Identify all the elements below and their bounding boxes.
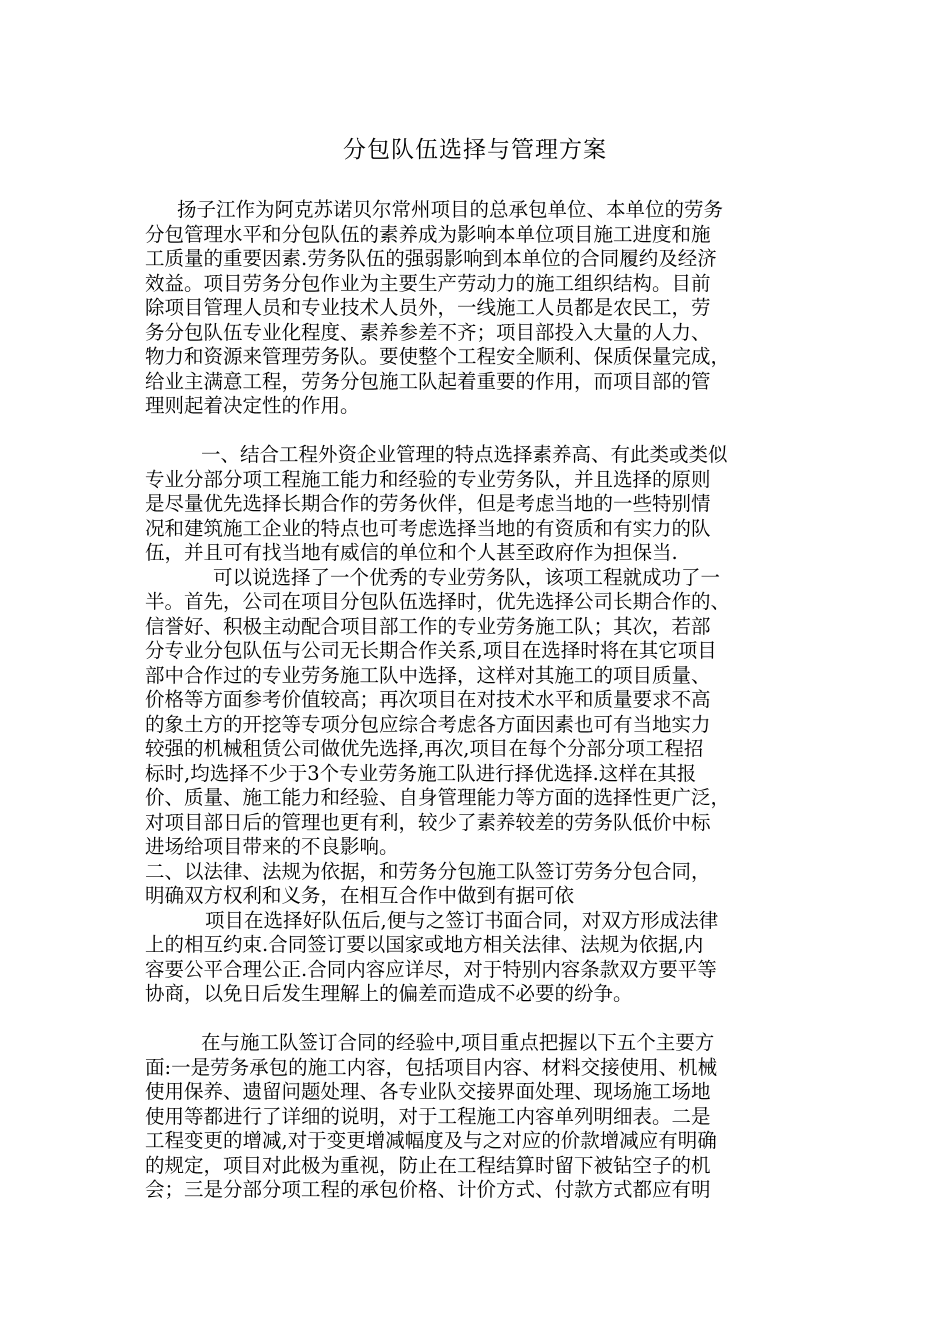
text-line: 使用等都进行了详细的说明，对于工程施工内容单列明细表。二是: [145, 1104, 711, 1128]
text-line: 效益。项目劳务分包作业为主要生产劳动力的施工组织结构。目前: [145, 271, 711, 295]
paragraph: [145, 198, 805, 419]
text-line: 部中合作过的专业劳务施工队中选择，这样对其施工的项目质量、: [145, 663, 711, 687]
text-line: 明确双方权利和义务，在相互合作中做到有据可依: [145, 884, 575, 907]
paragraph-spacer: [145, 419, 805, 444]
text-line: 协商，以免日后发生理解上的偏差而造成不必要的纷争。: [145, 982, 633, 1005]
text-line: 况和建筑施工企业的特点也可考虑选择当地的有资质和有实力的队: [145, 516, 711, 540]
paragraph: [145, 566, 805, 860]
text-line: 上的相互约束.合同签订要以国家或地方相关法律、法规为依据,内: [145, 933, 704, 956]
text-line: 是尽量优先选择长期合作的劳务伙伴，但是考虑当地的一些特别情: [145, 492, 711, 515]
text-line: 工程变更的增减,对于变更增减幅度及与之对应的价款增减应有明确: [145, 1129, 717, 1152]
text-line: 面:一是劳务承包的施工内容，包括项目内容、材料交接使用、机械: [145, 1055, 718, 1079]
text-line: 会；三是分部分项工程的承包价格、计价方式、付款方式都应有明: [145, 1178, 711, 1201]
text-line: 务分包队伍专业化程度、素养参差不齐；项目部投入大量的人力、: [145, 320, 711, 344]
text-line: 物力和资源来管理劳务队。要使整个工程安全顺利、保质保量完成，: [145, 345, 731, 368]
text-line: 半。首先，公司在项目分包队伍选择时，优先选择公司长期合作的、: [145, 590, 731, 613]
text-line: 的规定，项目对此极为重视，防止在工程结算时留下被钻空子的机: [145, 1153, 711, 1177]
paragraph: [145, 1031, 805, 1203]
text-line: 的象土方的开挖等专项分包应综合考虑各方面因素也可有当地实力: [145, 712, 711, 736]
text-line: 标时,均选择不少于3个专业劳务施工队进行择优选择.这样在其报: [145, 761, 697, 785]
text-line: 理则起着决定性的作用。: [145, 394, 360, 417]
text-line: 在与施工队签订合同的经验中,项目重点把握以下五个主要方: [201, 1031, 715, 1054]
text-line: 分包管理水平和分包队伍的素养成为影响本单位项目施工进度和施: [145, 222, 711, 246]
text-line: 价、质量、施工能力和经验、自身管理能力等方面的选择性更广泛，: [145, 786, 731, 809]
text-line: 二、以法律、法规为依据，和劳务分包施工队签订劳务分包合同，: [145, 859, 711, 883]
text-line: 项目在选择好队伍后,便与之签订书面合同，对双方形成法律: [205, 908, 719, 932]
text-line: 除项目管理人员和专业技术人员外，一线施工人员都是农民工，劳: [145, 296, 711, 319]
text-line: 信誉好、积极主动配合项目部工作的专业劳务施工队；其次，若部: [145, 614, 711, 638]
text-line: 一、结合工程外资企业管理的特点选择素养高、有此类或类似: [201, 443, 728, 466]
text-line: 伍，并且可有找当地有威信的单位和个人甚至政府作为担保当.: [145, 541, 678, 564]
text-line: 可以说选择了一个优秀的专业劳务队，该项工程就成功了一: [213, 565, 721, 589]
document-body: [145, 198, 805, 1203]
text-line: 工质量的重要因素.劳务队伍的强弱影响到本单位的合同履约及经济: [145, 247, 717, 270]
text-line: 使用保养、遗留问题处理、各专业队交接界面处理、现场施工场地: [145, 1080, 711, 1103]
paragraph: [145, 443, 805, 566]
text-line: 对项目部日后的管理也更有利，较少了素养较差的劳务队低价中标: [145, 810, 711, 834]
paragraph: [145, 909, 805, 1007]
text-line: 容要公平合理公正.合同内容应详尽，对于特别内容条款双方要平等: [145, 957, 717, 981]
text-line: 给业主满意工程，劳务分包施工队起着重要的作用，而项目部的管: [145, 369, 711, 393]
text-line: 价格等方面参考价值较高；再次项目在对技术水平和质量要求不高: [145, 688, 711, 711]
text-line: 分专业分包队伍与公司无长期合作关系,项目在选择时将在其它项目: [145, 639, 717, 662]
text-line: 专业分部分项工程施工能力和经验的专业劳务队，并且选择的原则: [145, 467, 711, 491]
paragraph-spacer: [145, 1007, 805, 1032]
paragraph: [145, 860, 805, 909]
document-title: 分包队伍选择与管理方案: [343, 137, 607, 163]
text-line: 较强的机械租赁公司做优先选择,再次,项目在每个分部分项工程招: [145, 737, 704, 760]
text-line: 进场给项目带来的不良影响。: [145, 835, 399, 858]
text-line: 扬子江作为阿克苏诺贝尔常州项目的总承包单位、本单位的劳务: [177, 198, 724, 221]
